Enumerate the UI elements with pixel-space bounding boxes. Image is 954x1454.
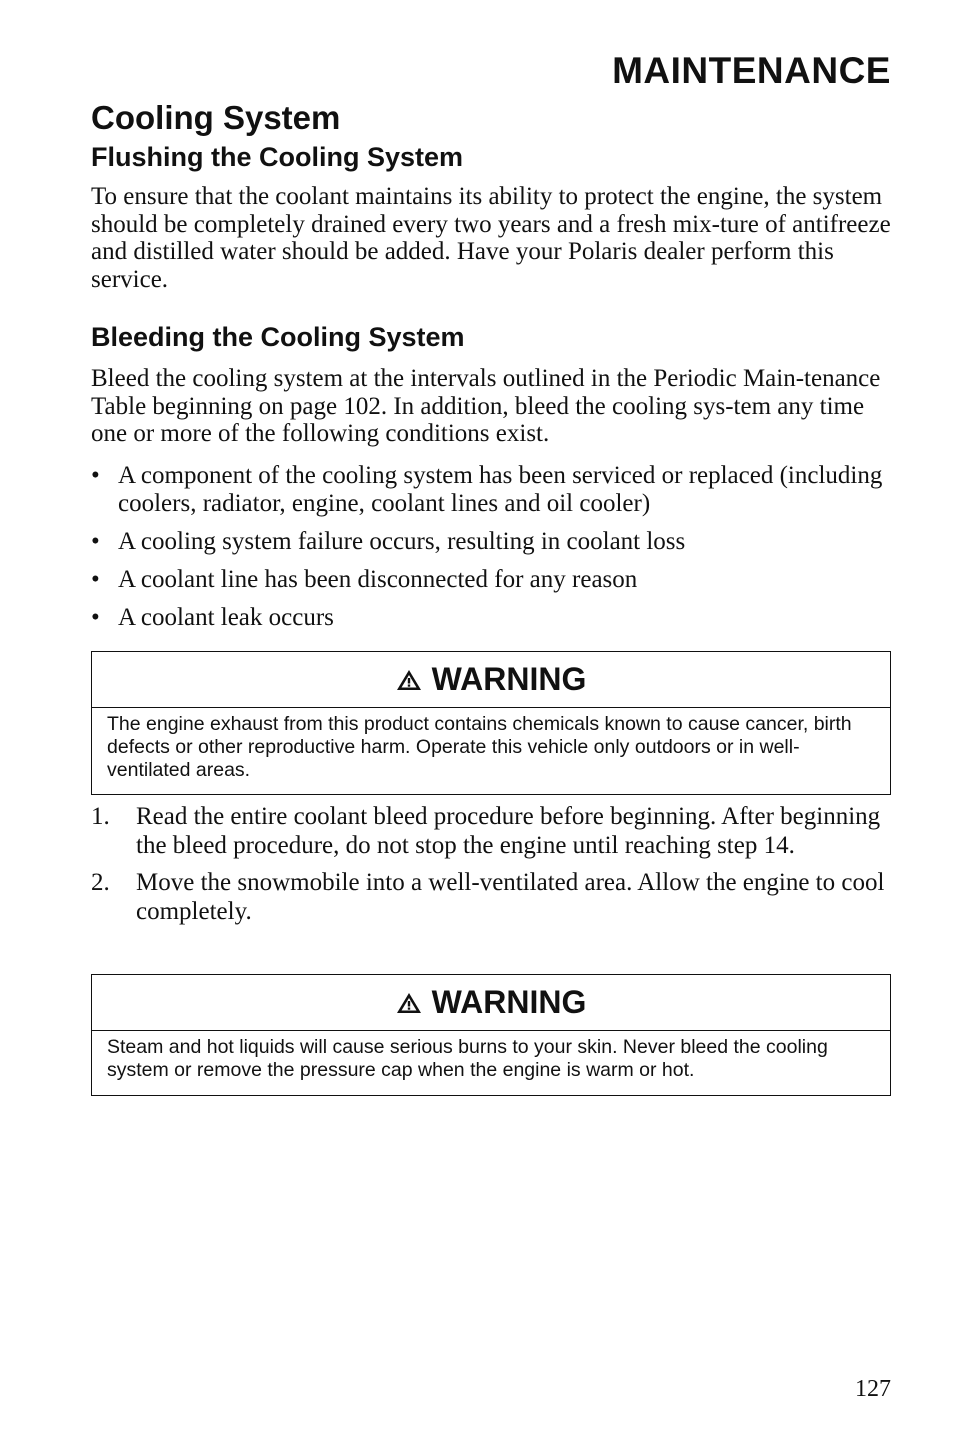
warning-triangle-icon <box>396 668 422 692</box>
procedure-steps <box>91 803 891 935</box>
list-item-text: A cooling system failure occurs, resulting in coolant loss <box>118 527 686 555</box>
list-item <box>91 604 891 632</box>
warning-text: Steam and hot liquids will cause serious burns to your skin. Never bleed the cooling system or remove the pressure cap when the engine is warm or hot. <box>107 1036 828 1081</box>
warning-text: The engine exhaust from this product contains chemicals known to cause cancer, birth defects or other reproductive harm. Operate this vehicle only outdoors or in well-ventilated areas. <box>107 713 852 781</box>
list-item-text: A coolant line has been disconnected for any reason <box>118 565 638 593</box>
bleeding-paragraph: Bleed the cooling system at the intervals outlined in the Periodic Main-tenance Table beginning on page 102. In addition, bleed the cooling sys-tem any time one or more of the following conditions exist. <box>91 365 881 447</box>
step-item <box>91 869 891 926</box>
warning-box-exhaust <box>91 651 891 795</box>
bullet-marker: • <box>91 527 100 555</box>
flushing-paragraph: To ensure that the coolant maintains its ability to protect the engine, the system should be completely drained every two years and a fresh mix-ture of antifreeze and distilled water should be added. Have your Polaris dealer perform this service. <box>91 183 891 293</box>
list-item <box>91 528 891 556</box>
list-item <box>91 566 891 594</box>
step-number: 1. <box>91 803 110 830</box>
bullet-marker: • <box>91 565 100 593</box>
list-item-text: A coolant leak occurs <box>118 603 334 631</box>
warning-box-hot-coolant <box>91 974 891 1096</box>
conditions-list <box>91 462 891 642</box>
step-item <box>91 803 891 860</box>
list-item <box>91 462 891 517</box>
warning-title: WARNING <box>431 984 587 1020</box>
list-item-text: A component of the cooling system has been serviced or replaced (including coolers, radiator, engine, coolant lines and oil cooler) <box>118 462 883 517</box>
step-number: 2. <box>91 869 110 896</box>
warning-header <box>92 652 890 708</box>
bullet-marker: • <box>91 603 100 631</box>
warning-triangle-icon <box>396 991 422 1015</box>
step-text: Read the entire coolant bleed procedure before beginning. After beginning the bleed procedure, do not stop the engine until reaching step 14. <box>136 803 881 859</box>
chapter-title: MAINTENANCE <box>612 50 891 91</box>
bleeding-heading: Bleeding the Cooling System <box>91 322 465 352</box>
warning-title: WARNING <box>431 661 587 697</box>
section-title: Cooling System <box>91 99 341 136</box>
flushing-heading: Flushing the Cooling System <box>91 142 464 172</box>
page-number: 127 <box>855 1376 891 1402</box>
step-text: Move the snowmobile into a well-ventilated area. Allow the engine to cool completely. <box>136 869 885 925</box>
warning-header <box>92 975 890 1031</box>
bullet-marker: • <box>91 462 100 489</box>
